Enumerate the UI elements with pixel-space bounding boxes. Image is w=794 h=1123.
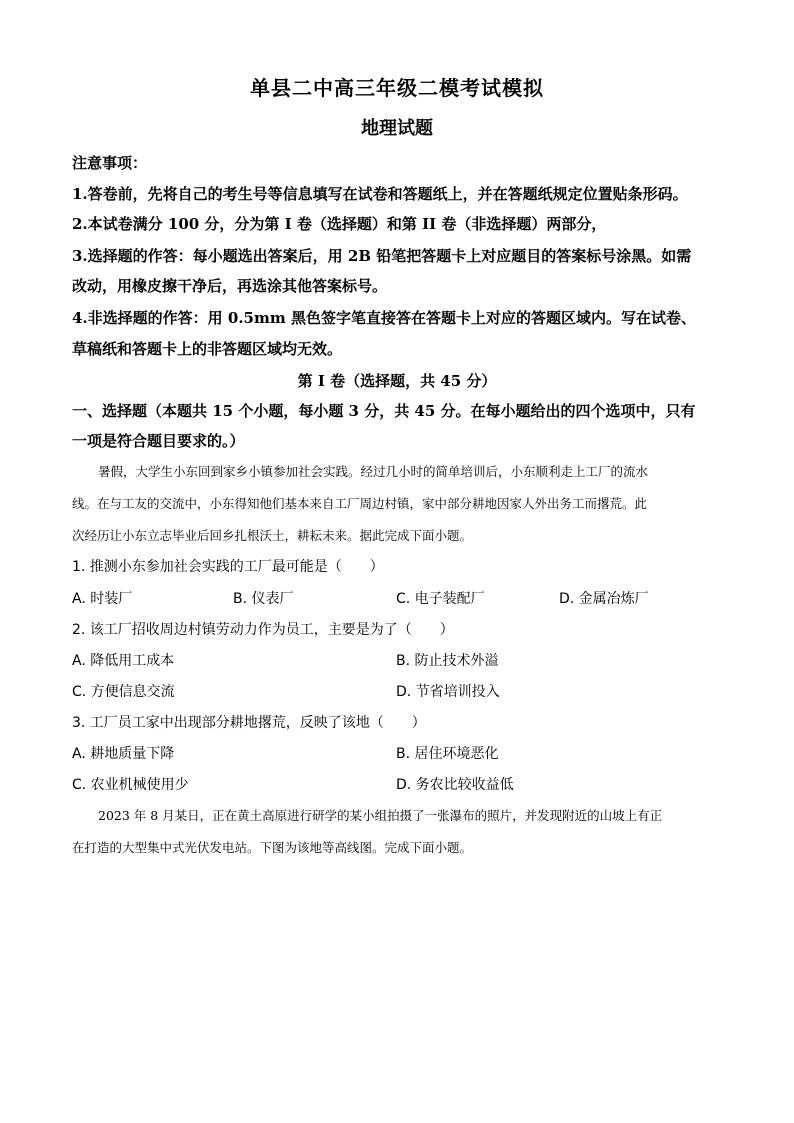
question-3-option-d: D. 务农比较收益低 bbox=[396, 777, 514, 793]
notes-heading: 注意事项： bbox=[72, 154, 148, 172]
question-2-stem: 2. 该工厂招收周边村镇劳动力作为员工，主要是为了（ ） bbox=[72, 622, 454, 638]
question-1-option-b: B. 仪表厂 bbox=[233, 591, 294, 607]
question-2-option-d: D. 节省培训投入 bbox=[396, 684, 500, 700]
notes-item-3: 3.选择题的作答：每小题选出答案后，用 2B 铅笔把答题卡上对应题目的答案标号涂黑。如需 bbox=[72, 247, 692, 265]
question-1-option-d: D. 金属冶炼厂 bbox=[559, 591, 649, 607]
question-1-stem: 1. 推测小东参加社会实践的工厂最可能是（ ） bbox=[72, 559, 384, 575]
passage-2-line-2: 在打造的大型集中式光伏发电站。下图为该地等高线图。完成下面小题。 bbox=[72, 840, 473, 855]
section-heading-line2: 一项是符合题目要求的。） bbox=[72, 432, 245, 450]
passage-2-line-1: 2023 年 8 月某日，正在黄土高原进行研学的某小组拍摄了一张瀑布的照片，并发现附近的山坡上有正 bbox=[98, 808, 663, 823]
notes-item-4-cont: 草稿纸和答题卡上的非答题区域均无效。 bbox=[72, 340, 343, 358]
passage-1-line-3: 次经历让小东立志毕业后回乡扎根沃土，耕耘未来。据此完成下面小题。 bbox=[72, 528, 473, 543]
page-title: 单县二中高三年级二模考试模拟 bbox=[250, 76, 544, 100]
notes-item-1: 1.答卷前，先将自己的考生号等信息填写在试卷和答题纸上，并在答题纸规定位置贴条形码。 bbox=[72, 185, 688, 203]
question-1-option-c: C. 电子装配厂 bbox=[396, 591, 485, 607]
question-3-option-b: B. 居住环境恶化 bbox=[396, 746, 499, 762]
question-3-stem: 3. 工厂员工家中出现部分耕地撂荒，反映了该地（ ） bbox=[72, 715, 426, 731]
page-subtitle: 地理试题 bbox=[361, 118, 433, 139]
question-2-option-b: B. 防止技术外溢 bbox=[396, 653, 499, 669]
passage-1-line-2: 线。在与工友的交流中，小东得知他们基本来自工厂周边村镇，家中部分耕地因家人外出务工而撂荒。此 bbox=[72, 496, 648, 511]
notes-item-3-cont: 改动，用橡皮擦干净后，再选涂其他答案标号。 bbox=[72, 277, 388, 295]
passage-1-line-1: 暑假，大学生小东回到家乡小镇参加社会实践。经过几小时的简单培训后，小东顺利走上工厂的流水 bbox=[98, 464, 649, 479]
question-1-option-a: A. 时装厂 bbox=[72, 591, 133, 607]
notes-item-2: 2.本试卷满分 100 分，分为第 I 卷（选择题）和第 II 卷（非选择题）两部分， bbox=[72, 215, 607, 233]
question-2-option-a: A. 降低用工成本 bbox=[72, 653, 175, 669]
notes-item-4: 4.非选择题的作答：用 0.5mm 黑色签字笔直接答在答题卡上对应的答题区域内。写在试卷、 bbox=[72, 309, 696, 327]
part1-title: 第 I 卷（选择题，共 45 分） bbox=[297, 372, 497, 390]
question-2-option-c: C. 方便信息交流 bbox=[72, 684, 175, 700]
section-heading-line1: 一、选择题（本题共 15 个小题，每小题 3 分，共 45 分。在每小题给出的四个选项中，只有 bbox=[72, 402, 696, 420]
question-3-option-a: A. 耕地质量下降 bbox=[72, 746, 175, 762]
question-3-option-c: C. 农业机械使用少 bbox=[72, 777, 189, 793]
